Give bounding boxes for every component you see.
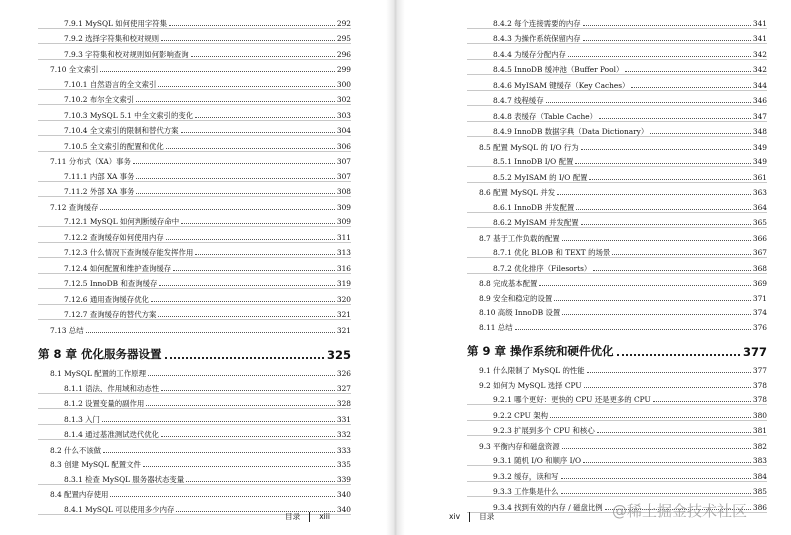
toc-entry-title: 7.12.3 什么情况下查询缓存能发挥作用 [64,248,194,257]
toc-entry-page: 320 [336,294,351,304]
leader-dots [561,478,751,479]
toc-entry-page: 332 [336,430,351,439]
toc-entry-page: 313 [336,248,351,257]
toc-entry-title: 7.11.2 外部 XA 事务 [64,187,135,196]
toc-entry-title: 8.2 什么不该做 [50,445,102,455]
toc-entry-page: 331 [336,414,351,424]
chapter-8-heading[interactable] [38,338,351,362]
footer-divider [309,512,310,522]
right-page [405,0,791,535]
right-toc-top [467,13,767,332]
toc-entry[interactable] [38,90,351,106]
leader-dots [568,56,751,57]
leader-dots [173,270,335,271]
chapter-page: 325 [326,347,351,362]
toc-entry[interactable] [467,303,767,318]
toc-entry-page: 378 [752,395,767,404]
leader-dots [169,25,335,26]
footer-divider [469,512,470,522]
toc-entry-page: 364 [752,202,767,212]
toc-entry-page: 335 [336,460,351,469]
toc-entry[interactable] [467,152,767,168]
toc-entry-title: 8.7.1 优化 BLOB 和 TEXT 的场景 [493,248,611,257]
watermark: @稀土掘金技术社区 [612,502,748,520]
toc-entry[interactable] [38,320,351,335]
leader-dots [653,401,751,402]
leader-dots [165,357,324,359]
toc-entry-page: 306 [336,141,351,151]
toc-entry-title: 7.9.2 选择字符集和校对规则 [64,34,160,43]
toc-entry[interactable] [467,91,767,107]
toc-entry-page: 340 [336,504,351,514]
toc-entry-title: 8.4.9 InnoDB 数据字典（Data Dictionary） [493,127,649,136]
leader-dots [562,314,751,315]
leader-dots [562,240,751,241]
toc-entry-page: 319 [336,279,351,288]
leader-dots [181,132,335,133]
leader-dots [159,285,334,286]
toc-entry-title: 7.9.3 字符集和校对规则如何影响查询 [64,49,189,59]
leader-dots [617,354,740,356]
leader-dots [589,179,750,180]
leader-dots [102,421,335,422]
toc-entry[interactable] [467,213,767,229]
toc-entry-title: 8.4.3 为操作系统保留内存 [493,34,581,43]
toc-entry-title: 9.1 什么限制了 MySQL 的性能 [479,366,585,375]
toc-entry-title: 8.4.5 InnoDB 缓冲池（Buffer Pool） [493,65,624,74]
toc-entry-page: 316 [336,263,351,273]
toc-entry-page: 381 [752,426,767,435]
toc-entry-title: 8.6.1 InnoDB 并发配置 [493,202,575,212]
toc-entry-page: 342 [752,65,767,74]
toc-entry-page: 326 [336,369,351,378]
toc-entry-title: 7.12.7 查询缓存的替代方案 [64,310,157,319]
footer-label: 目录 [285,512,301,521]
right-footer [449,511,494,522]
leader-dots [161,390,335,391]
toc-entry[interactable] [38,227,351,243]
toc-entry-page: 308 [336,187,351,196]
toc-entry[interactable] [38,121,351,137]
toc-entry-page: 304 [336,126,351,135]
toc-entry[interactable] [38,409,351,425]
toc-entry-title: 9.3.4 找到有效的内存 / 磁盘比例 [493,502,603,512]
left-toc [38,13,351,515]
toc-entry-title: 8.5.1 InnoDB I/O 配置 [493,157,574,166]
left-toc-bottom [38,364,351,515]
toc-entry[interactable] [467,29,767,45]
toc-entry-title: 7.10.3 MySQL 5.1 中全文索引的变化 [64,110,194,120]
toc-entry-title: 9.3 平衡内存和磁盘资源 [479,441,560,451]
toc-entry[interactable] [38,105,351,121]
toc-entry[interactable] [467,405,767,421]
toc-entry[interactable] [467,183,767,198]
toc-entry-page: 321 [336,310,351,319]
toc-entry[interactable] [38,469,351,485]
leader-dots [583,40,751,41]
toc-entry-title: 8.3 创建 MySQL 配置文件 [50,460,141,469]
toc-entry[interactable] [467,361,767,376]
toc-entry-title: 7.11.1 内部 XA 事务 [64,171,135,181]
toc-entry[interactable] [467,466,767,482]
toc-entry-page: 309 [336,202,351,212]
toc-entry-page: 367 [752,248,767,257]
toc-entry-page: 377 [752,366,767,375]
toc-entry[interactable] [467,122,767,138]
toc-entry-title: 8.4.2 每个连接需要的内存 [493,18,581,28]
leader-dots [136,178,334,179]
toc-entry[interactable] [467,436,767,451]
leader-dots [581,224,751,225]
toc-entry[interactable] [467,390,767,406]
toc-entry-page: 346 [752,96,767,105]
leader-dots [195,117,335,118]
toc-entry[interactable] [467,60,767,76]
toc-entry-page: 348 [752,127,767,136]
toc-entry[interactable] [38,485,351,500]
toc-entry-title: 7.12 查询缓存 [50,202,99,212]
left-footer [285,511,330,522]
toc-entry-page: 369 [752,279,767,288]
toc-entry-title: 8.5.2 MyISAM 的 I/O 配置 [493,172,588,182]
toc-entry-title: 7.12.2 查询缓存如何使用内存 [64,232,164,242]
leader-dots [612,254,751,255]
toc-entry-page: 302 [336,95,351,104]
toc-entry-title: 8.4.6 MyISAM 键缓存（Key Caches） [493,80,630,90]
toc-entry-page: 295 [336,34,351,43]
leader-dots [181,223,335,224]
chapter-title: 第 8 章 优化服务器设置 [38,346,162,361]
toc-entry-page: 380 [752,410,767,420]
toc-entry[interactable] [38,378,351,394]
toc-entry-page: 368 [752,263,767,273]
leader-dots [599,118,751,119]
toc-entry[interactable] [38,60,351,75]
leader-dots [583,462,751,463]
leader-dots [554,300,751,301]
leader-dots [631,87,750,88]
toc-entry-title: 8.7.2 优化排序（Filesorts） [493,263,592,273]
toc-entry-title: 9.3.1 随机 I/O 和顺序 I/O [493,456,582,465]
toc-entry[interactable] [38,258,351,274]
toc-entry[interactable] [38,440,351,455]
footer-label: 目录 [479,512,495,521]
toc-entry-page: 303 [336,110,351,120]
toc-entry-page: 349 [752,157,767,166]
left-page [0,0,386,535]
left-toc-top [38,13,351,335]
leader-dots [100,71,335,72]
toc-entry-page: 328 [336,399,351,408]
leader-dots [561,493,751,494]
page-number: xiv [449,512,461,521]
toc-entry-page: 361 [752,172,767,182]
toc-entry-title: 7.12.6 通用查询缓存优化 [64,294,149,304]
toc-entry-page: 383 [752,456,767,465]
toc-entry-page: 374 [752,308,767,317]
toc-entry[interactable] [38,364,351,379]
toc-entry[interactable] [467,167,767,183]
toc-entry[interactable] [467,317,767,332]
toc-entry-page: 347 [752,111,767,121]
toc-entry-page: 311 [336,232,351,242]
toc-entry-page: 340 [336,490,351,499]
leader-dots [584,387,751,388]
toc-entry[interactable] [38,197,351,212]
toc-entry-page: 309 [336,217,351,226]
toc-entry-title: 7.10 全文索引 [50,65,99,74]
toc-entry-title: 7.12.1 MySQL 如何判断缓存命中 [64,217,180,226]
leader-dots [625,71,751,72]
toc-entry-title: 7.12.4 如何配置和维护查询缓存 [64,263,172,273]
toc-entry-page: 344 [752,80,767,90]
book-gutter [386,0,405,535]
toc-entry-title: 8.3.1 检查 MySQL 服务器状态变量 [64,474,185,484]
toc-entry-title: 9.3.2 缓存，读和写 [493,471,559,481]
toc-entry-title: 9.2.3 扩展到多个 CPU 和核心 [493,426,595,435]
leader-dots [546,102,751,103]
toc-entry-page: 386 [752,502,767,512]
toc-entry-title: 8.1.2 设置变量的副作用 [64,399,145,408]
toc-entry-page: 371 [752,293,767,303]
leader-dots [562,448,751,449]
toc-entry[interactable] [38,425,351,441]
toc-entry[interactable] [467,228,767,243]
toc-entry[interactable] [467,288,767,303]
leader-dots [110,496,334,497]
toc-entry-title: 7.9.1 MySQL 如何使用字符集 [64,18,168,28]
leader-dots [166,148,335,149]
leader-dots [195,254,335,255]
toc-entry-title: 9.2.1 哪个更好：更快的 CPU 还是更多的 CPU [493,395,651,404]
toc-entry[interactable] [467,421,767,437]
toc-entry-title: 7.12.5 InnoDB 和查询缓存 [64,279,158,288]
leader-dots [557,194,751,195]
toc-entry-title: 7.10.2 布尔全文索引 [64,95,135,104]
leader-dots [158,316,335,317]
toc-entry-page: 365 [752,218,767,227]
leader-dots [575,163,751,164]
toc-entry-page: 384 [752,471,767,481]
leader-dots [576,209,751,210]
leader-dots [86,332,335,333]
toc-entry[interactable] [38,74,351,90]
toc-entry-title: 9.3.3 工作集是什么 [493,487,559,496]
toc-entry-title: 9.2 如何为 MySQL 选择 CPU [479,380,582,390]
toc-entry-page: 349 [752,142,767,152]
toc-entry[interactable] [38,13,351,29]
toc-entry-page: 366 [752,233,767,243]
toc-entry[interactable] [467,75,767,91]
toc-entry-page: 333 [336,445,351,455]
toc-entry-title: 7.10.4 全文索引的限制和替代方案 [64,126,179,135]
toc-entry-page: 341 [752,34,767,43]
toc-entry-title: 8.1.3 入门 [64,414,100,424]
toc-entry-page: 382 [752,441,767,451]
toc-entry[interactable] [467,243,767,259]
toc-entry-title: 8.4.7 线程缓存 [493,96,544,105]
toc-entry[interactable] [467,197,767,213]
toc-entry-title: 8.1.1 语法、作用域和动态性 [64,383,160,393]
toc-entry[interactable] [38,182,351,198]
leader-dots [597,432,751,433]
toc-entry[interactable] [38,29,351,45]
toc-entry-title: 8.7 基于工作负载的配置 [479,233,560,243]
leader-dots [166,239,335,240]
toc-entry[interactable] [467,44,767,60]
toc-entry[interactable] [467,258,767,274]
toc-entry-title: 8.4.1 MySQL 可以使用多少内存 [64,504,175,514]
toc-entry-title: 7.10.1 自然语言的全文索引 [64,79,157,89]
leader-dots [581,149,751,150]
toc-entry-page: 327 [336,383,351,393]
toc-entry-page: 342 [752,49,767,59]
toc-entry[interactable] [467,106,767,122]
toc-entry-title: 9.2.2 CPU 架构 [493,410,549,420]
toc-entry-title: 7.13 总结 [50,325,84,335]
toc-entry-title: 8.5 配置 MySQL 的 I/O 行为 [479,142,579,152]
toc-entry-page: 307 [336,157,351,166]
toc-entry-page: 385 [752,487,767,496]
leader-dots [587,372,751,373]
toc-entry[interactable] [38,305,351,321]
toc-entry-page: 363 [752,188,767,197]
toc-entry-title: 8.11 总结 [479,322,513,332]
leader-dots [515,329,751,330]
leader-dots [539,285,750,286]
toc-entry-title: 7.11 分布式（XA）事务 [50,157,131,166]
toc-entry-page: 339 [336,474,351,484]
right-toc [467,13,767,513]
toc-entry-page: 296 [336,49,351,59]
toc-entry-title: 8.1.4 通过基准测试迭代优化 [64,430,160,439]
leader-dots [191,56,335,57]
toc-entry[interactable] [467,451,767,467]
toc-entry[interactable] [38,212,351,228]
leader-dots [133,163,335,164]
toc-entry-title: 8.6.2 MyISAM 并发配置 [493,218,579,227]
leader-dots [550,417,751,418]
toc-entry[interactable] [467,375,767,390]
toc-entry[interactable] [38,289,351,305]
toc-entry-page: 341 [752,18,767,28]
toc-entry-page: 307 [336,171,351,181]
leader-dots [151,301,335,302]
toc-entry-title: 8.4.8 表缓存（Table Cache） [493,111,598,121]
toc-entry-page: 292 [336,18,351,28]
leader-dots [583,25,751,26]
leader-dots [186,481,335,482]
page-number: xiii [319,512,331,521]
toc-entry[interactable] [38,243,351,259]
toc-entry-page: 376 [752,322,767,332]
toc-entry-title: 8.4 配置内存使用 [50,490,109,499]
toc-entry[interactable] [38,166,351,182]
leader-dots [103,452,335,453]
right-toc-bottom [467,361,767,513]
toc-entry-title: 8.4.4 为缓存分配内存 [493,49,566,59]
leader-dots [136,193,334,194]
toc-entry-page: 378 [752,380,767,390]
chapter-page: 377 [742,344,767,359]
toc-entry[interactable] [38,136,351,152]
toc-entry[interactable] [467,13,767,29]
leader-dots [136,101,335,102]
toc-entry-title: 8.9 安全和稳定的设置 [479,293,553,303]
toc-entry[interactable] [38,455,351,470]
toc-entry-title: 8.8 完成基本配置 [479,279,538,288]
toc-entry-title: 8.10 高级 InnoDB 设置 [479,308,561,317]
toc-entry-title: 8.1 MySQL 配置的工作原理 [50,369,146,378]
leader-dots [161,40,335,41]
toc-entry-page: 321 [336,325,351,335]
toc-entry-title: 7.10.5 全文索引的配置和优化 [64,141,164,151]
chapter-9-heading[interactable] [467,335,767,359]
leader-dots [146,405,335,406]
toc-entry-page: 299 [336,65,351,74]
leader-dots [650,133,751,134]
leader-dots [143,466,335,467]
leader-dots [100,209,335,210]
leader-dots [593,270,751,271]
toc-entry[interactable] [467,274,767,289]
chapter-title: 第 9 章 操作系统和硬件优化 [467,343,614,358]
leader-dots [148,375,335,376]
leader-dots [158,86,335,87]
leader-dots [161,436,335,437]
toc-entry[interactable] [38,44,351,60]
toc-entry[interactable] [38,274,351,290]
toc-entry[interactable] [38,394,351,410]
toc-entry[interactable] [38,152,351,167]
toc-entry-title: 8.6 配置 MySQL 并发 [479,188,556,197]
toc-entry[interactable] [467,137,767,152]
toc-entry-page: 300 [336,79,351,89]
toc-entry[interactable] [467,482,767,498]
